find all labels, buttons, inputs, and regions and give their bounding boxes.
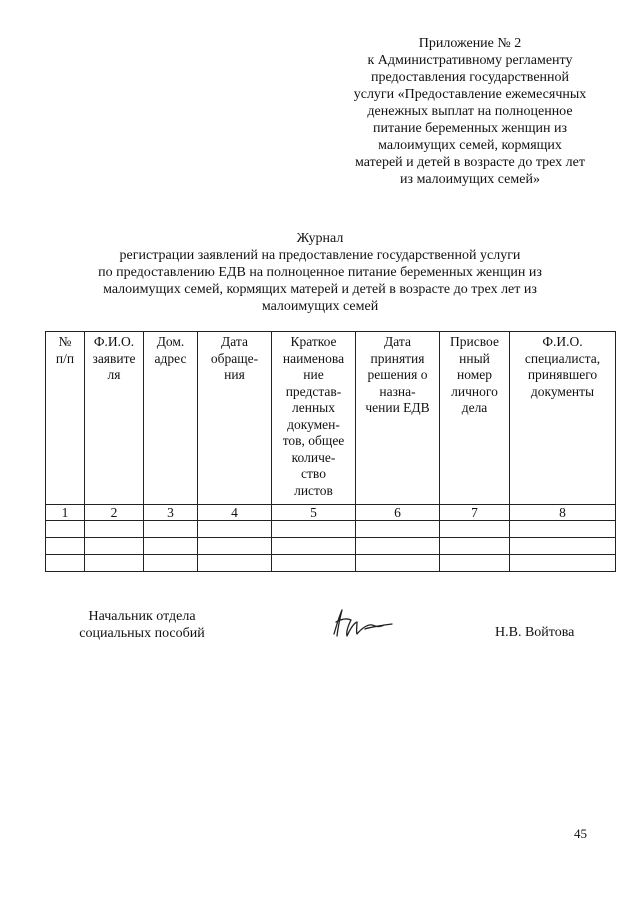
column-header-line: Дата [221,334,248,349]
registration-table [45,331,616,572]
column-header-line: листов [294,482,333,498]
table-cell [198,555,272,572]
column-header-line: ленных [292,400,335,415]
column-header [510,332,616,505]
table-cell [510,538,616,555]
column-number: 5 [272,505,356,521]
appendix-line: к Административному регламенту [367,53,573,68]
column-header-line: ние [303,367,324,382]
table-cell [198,521,272,538]
column-header-line: чении ЕДВ [365,400,430,415]
appendix-line: питание беременных женщин из [373,121,567,136]
table-cell [46,521,85,538]
column-header-line: ния [224,367,245,382]
signer-name: Н.В. Войтова [495,625,575,640]
appendix-line: матерей и детей в возрасте до трех лет [355,155,585,170]
appendix-note [300,35,640,188]
table-cell [198,538,272,555]
table-cell [144,521,198,538]
column-number: 8 [510,505,616,521]
column-header-line: Дом. [156,334,185,349]
column-header-line: личного [451,383,498,399]
table-cell [440,521,510,538]
column-header-line: ство [301,466,326,481]
table-header-row [46,332,616,505]
column-header-line: № [58,334,72,349]
table-cell [440,538,510,555]
column-header-line: Ф.И.О. [542,334,583,349]
table-cell [46,555,85,572]
journal-subtitle-line: по предоставлению ЕДВ на полноценное питание беременных женщин из [98,265,542,280]
table-cell [85,538,144,555]
table-cell [440,555,510,572]
table-cell [356,521,440,538]
column-header-line: принявшего [527,367,598,382]
signer-position-line: социальных пособий [79,626,205,641]
journal-subtitle-line: регистрации заявлений на предоставление государственной услуги [119,248,521,263]
column-header [144,332,198,505]
table-cell [144,538,198,555]
column-number: 3 [144,505,198,521]
column-header [356,332,440,505]
signer-position-line: Начальник отдела [88,609,196,624]
column-header-line: дела [461,400,488,415]
table-cell [272,521,356,538]
column-header-line: заявите [92,350,136,366]
table-row [46,555,616,572]
table-cell [85,521,144,538]
column-header [198,332,272,505]
journal-subtitle-line: малоимущих семей, кормящих матерей и детей в возрасте до трех лет из [103,282,537,297]
table-cell [510,521,616,538]
appendix-line: услуги «Предоставление ежемесячных [353,87,587,102]
column-header-line: п/п [55,350,75,366]
column-header [46,332,85,505]
appendix-line: из малоимущих семей» [400,172,540,187]
column-header-line: Краткое [290,334,337,349]
signature-icon [320,603,400,643]
column-header-line: количе- [291,449,336,465]
journal-subtitle-line: малоимущих семей [261,299,379,314]
table-cell [46,538,85,555]
signer-position [62,608,222,642]
column-number: 4 [198,505,272,521]
handwritten-signature [320,603,400,643]
column-header-line: представ- [285,383,342,399]
table-cell [85,555,144,572]
column-header-line: Ф.И.О. [93,334,135,349]
column-header [272,332,356,505]
table-cell [144,555,198,572]
column-header-line: Присвое [450,334,499,349]
column-number-row [46,505,616,521]
table-cell [356,555,440,572]
column-header [85,332,144,505]
column-header-line: документы [530,383,595,399]
column-header-line: адрес [154,350,187,366]
column-header-line: принятия [370,350,425,366]
column-header-line: решения о [367,367,428,382]
table-cell [510,555,616,572]
column-header-line: специалиста, [524,350,601,366]
table-row [46,538,616,555]
appendix-line: малоимущих семей, кормящих [378,138,562,153]
column-number: 7 [440,505,510,521]
appendix-line: Приложение № 2 [418,36,522,51]
column-header-line: ля [107,367,121,382]
column-header-line: Дата [384,334,411,349]
column-header-line: тов, общее [282,433,345,448]
appendix-line: предоставления государственной [370,70,570,85]
table-cell [272,538,356,555]
column-header-line: докумен- [287,416,340,432]
column-header-line: нный [459,350,490,366]
appendix-line: денежных выплат на полноценное [367,104,573,119]
column-number: 2 [85,505,144,521]
column-number: 1 [46,505,85,521]
column-header-line: наименова [282,350,345,366]
page-number: 45 [574,826,587,841]
column-header [440,332,510,505]
journal-title: Журнал [296,231,344,246]
journal-heading [40,230,600,315]
table-cell [272,555,356,572]
column-header-line: назна- [379,383,416,399]
table-row [46,521,616,538]
column-header-line: обраще- [210,350,259,366]
table-body [46,521,616,572]
column-header-line: номер [456,367,492,382]
table-cell [356,538,440,555]
column-number: 6 [356,505,440,521]
